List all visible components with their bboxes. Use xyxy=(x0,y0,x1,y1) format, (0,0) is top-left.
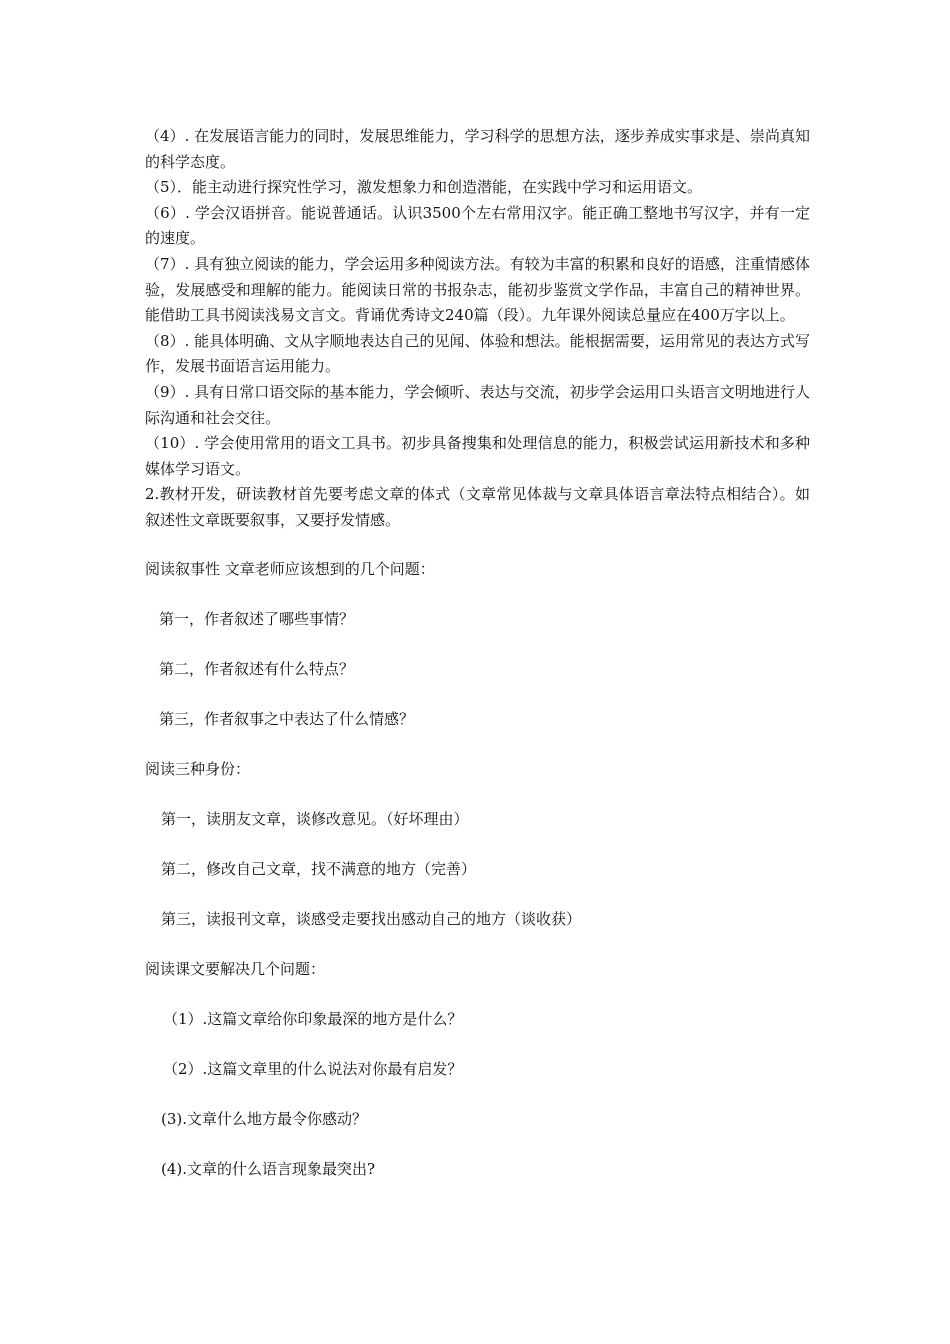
text-question-2: （2）.这篇文章里的什么说法对你最有启发？ xyxy=(163,1059,463,1078)
goal-item-5: （5）．能主动进行探究性学习，激发想象力和创造潜能，在实践中学习和运用语文。 xyxy=(145,178,703,197)
numbered-goals-section xyxy=(145,124,810,534)
identity-heading: 阅读三种身份： xyxy=(145,759,251,778)
identity-item-1: 第一，读朋友文章，谈修改意见。（好坏理由） xyxy=(161,809,469,828)
goal-item-10: （10）. 学会使用常用的语文工具书。初步具备搜集和处理信息的能力，积极尝试运用新技术和多种媒体学习语文。 xyxy=(145,434,810,478)
goal-item-9: （9）. 具有日常口语交际的基本能力，学会倾听、表达与交流，初步学会运用口头语言文明地进行人际沟通和社会交往。 xyxy=(145,382,810,427)
document-page xyxy=(145,124,810,1182)
narrative-heading: 阅读叙事性 文章老师应该想到的几个问题： xyxy=(145,559,435,578)
goal-item-7: （7）. 具有独立阅读的能力，学会运用多种阅读方法。有较为丰富的积累和良好的语感，注重情感体验，发展感受和理解的能力。能阅读日常的书报杂志，能初步鉴赏文学作品，丰富自己的精神世界。能借助工具书阅读浅易文言文。背诵优秀诗文240篇（段）。九年课外阅读总量应在400万字以上。 xyxy=(145,254,810,325)
goal-item-6: （6）. 学会汉语拼音。能说普通话。认识3500个左右常用汉字。能正确工整地书写汉字，并有一定的速度。 xyxy=(145,203,810,248)
textbook-paragraph: 2.教材开发，研读教材首先要考虑文章的体式（文章常见体裁与文章具体语言章法特点相结合）。如叙述性文章既要叙事，又要抒发情感。 xyxy=(145,485,810,529)
narrative-question-3: 第三，作者叙事之中表达了什么情感？ xyxy=(159,709,415,728)
narrative-question-1: 第一，作者叙述了哪些事情？ xyxy=(159,609,355,628)
text-heading: 阅读课文要解决几个问题： xyxy=(145,959,326,978)
goal-item-4: （4）. 在发展语言能力的同时，发展思维能力，学习科学的思想方法，逐步养成实事求是、崇尚真知的科学态度。 xyxy=(145,127,810,171)
narrative-question-2: 第二，作者叙述有什么特点？ xyxy=(159,659,355,678)
identity-item-3: 第三，读报刊文章，谈感受走要找出感动自己的地方（谈收获） xyxy=(161,909,582,928)
goal-item-8: （8）. 能具体明确、文从字顺地表达自己的见闻、体验和想法。能根据需要，运用常见的表达方式写作，发展书面语言运用能力。 xyxy=(145,331,810,376)
text-question-4: (4).文章的什么语言现象最突出? xyxy=(161,1159,376,1178)
text-question-1: （1）.这篇文章给你印象最深的地方是什么？ xyxy=(163,1009,463,1028)
identity-item-2: 第二，修改自己文章，找不满意的地方（完善） xyxy=(161,859,477,878)
text-question-3: (3).文章什么地方最令你感动？ xyxy=(161,1109,368,1128)
reading-guidance-section xyxy=(145,557,810,1182)
